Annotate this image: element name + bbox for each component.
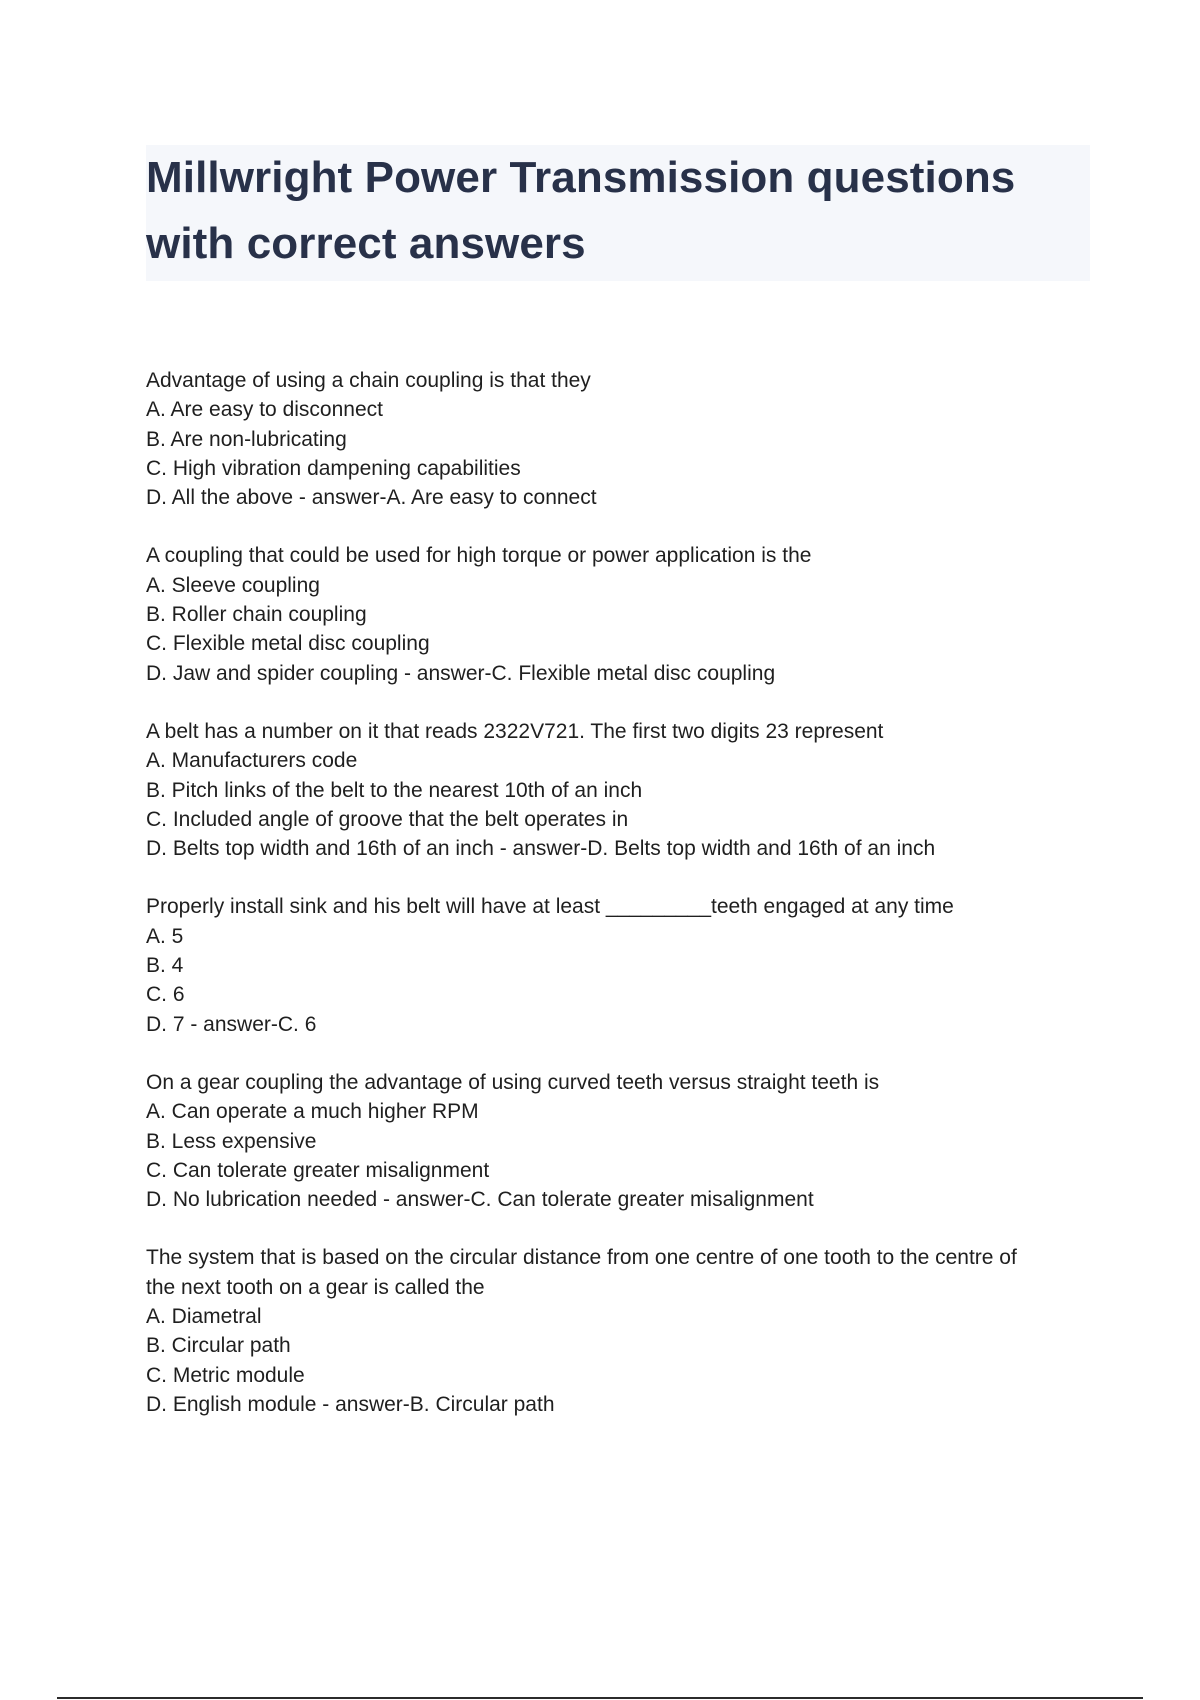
answer-option: A. Are easy to disconnect bbox=[146, 398, 383, 422]
answer-option: C. Metric module bbox=[146, 1363, 305, 1387]
question-block-4 bbox=[146, 892, 1096, 1038]
answer-option: D. 7 - answer-C. 6 bbox=[146, 1012, 317, 1036]
question-list bbox=[146, 366, 1096, 1448]
answer-option: D. No lubrication needed - answer-C. Can tolerate greater misalignment bbox=[146, 1188, 814, 1212]
question-stem: The system that is based on the circular distance from one centre of one tooth to the centre of bbox=[146, 1246, 1017, 1270]
answer-option: C. Flexible metal disc coupling bbox=[146, 632, 430, 656]
question-block-1 bbox=[146, 366, 1096, 512]
answer-option: C. 6 bbox=[146, 983, 185, 1007]
answer-option: B. Circular path bbox=[146, 1334, 291, 1358]
question-block-2 bbox=[146, 541, 1096, 687]
answer-option: A. Manufacturers code bbox=[146, 749, 358, 773]
question-stem: On a gear coupling the advantage of using curved teeth versus straight teeth is bbox=[146, 1070, 880, 1094]
document-title: Millwright Power Transmission questions with correct answers bbox=[146, 153, 1016, 268]
footer-divider bbox=[57, 1697, 1143, 1699]
question-block-3 bbox=[146, 717, 1096, 863]
answer-option: D. All the above - answer-A. Are easy to connect bbox=[146, 486, 597, 510]
question-stem: Properly install sink and his belt will have at least _________teeth engaged at any time bbox=[146, 895, 954, 919]
answer-option: A. Can operate a much higher RPM bbox=[146, 1100, 479, 1124]
answer-option: C. High vibration dampening capabilities bbox=[146, 456, 521, 480]
answer-option: B. Are non-lubricating bbox=[146, 427, 347, 451]
answer-option: C. Can tolerate greater misalignment bbox=[146, 1158, 490, 1182]
question-block-5 bbox=[146, 1068, 1096, 1214]
question-stem: A coupling that could be used for high torque or power application is the bbox=[146, 544, 812, 568]
question-block-6 bbox=[146, 1243, 1096, 1419]
answer-option: D. Belts top width and 16th of an inch - answer-D. Belts top width and 16th of an inch bbox=[146, 837, 936, 861]
answer-option: C. Included angle of groove that the belt operates in bbox=[146, 807, 629, 831]
question-stem: Advantage of using a chain coupling is that they bbox=[146, 369, 591, 392]
answer-option: A. Sleeve coupling bbox=[146, 573, 320, 597]
question-stem-continued: the next tooth on a gear is called the bbox=[146, 1275, 485, 1299]
answer-option: B. Less expensive bbox=[146, 1129, 317, 1153]
answer-option: A. Diametral bbox=[146, 1305, 262, 1329]
answer-option: D. Jaw and spider coupling - answer-C. Flexible metal disc coupling bbox=[146, 661, 776, 685]
answer-option: A. 5 bbox=[146, 924, 184, 948]
answer-option: B. Pitch links of the belt to the nearest 10th of an inch bbox=[146, 778, 643, 802]
question-stem: A belt has a number on it that reads 2322V721. The first two digits 23 represent bbox=[146, 719, 884, 743]
answer-option: D. English module - answer-B. Circular path bbox=[146, 1392, 555, 1416]
answer-option: B. Roller chain coupling bbox=[146, 603, 367, 627]
answer-option: B. 4 bbox=[146, 954, 184, 978]
title-banner bbox=[146, 145, 1090, 281]
